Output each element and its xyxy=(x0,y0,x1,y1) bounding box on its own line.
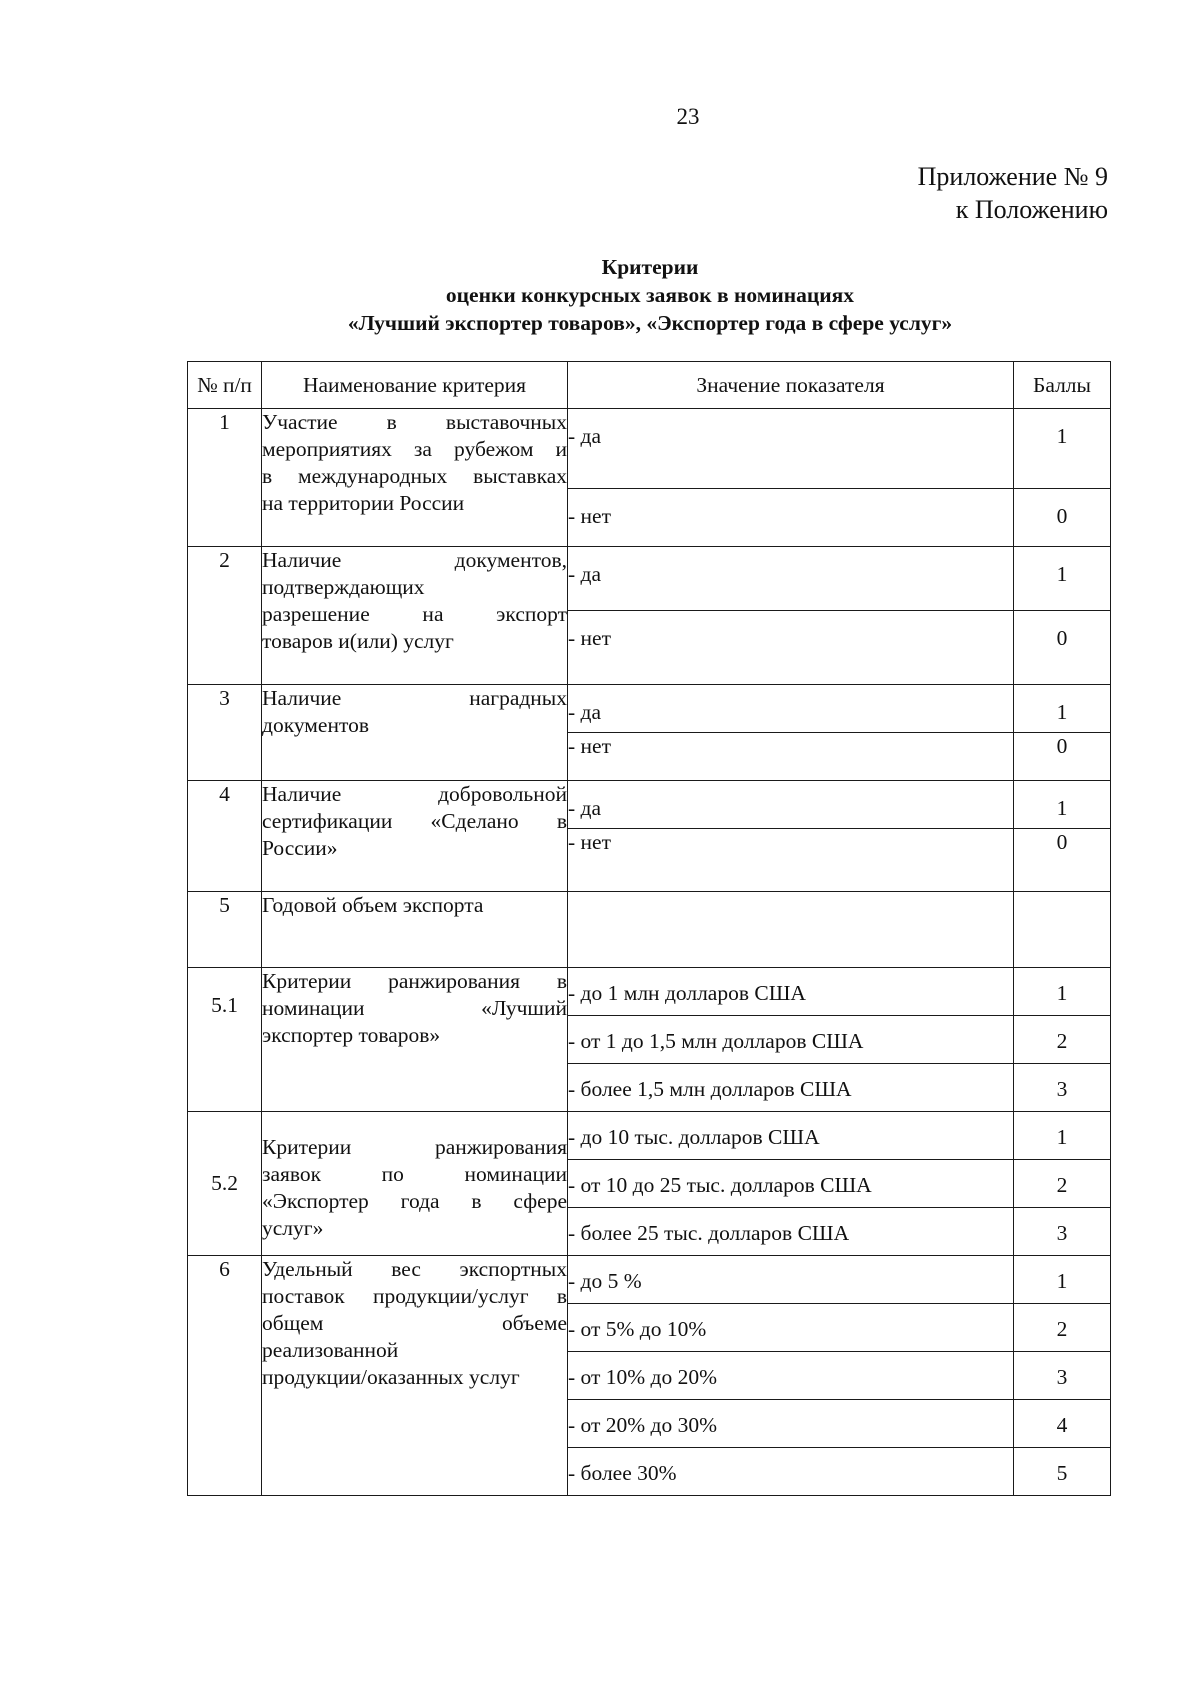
row-number: 5.2 xyxy=(188,1112,262,1256)
points-value: 2 xyxy=(1014,1016,1111,1064)
points-value: 1 xyxy=(1014,1112,1111,1160)
indicator-value: - от 20% до 30% xyxy=(568,1400,1014,1448)
criteria-table xyxy=(187,361,1111,1496)
header-criterion-name: Наименование критерия xyxy=(262,362,568,409)
table-row xyxy=(188,1112,1111,1160)
row-number: 1 xyxy=(188,409,262,547)
header-indicator-value: Значение показателя xyxy=(568,362,1014,409)
indicator-value: - до 5 % xyxy=(568,1256,1014,1304)
criterion-name: Наличие документов, подтверждающих разрешение на экспорт товаров и(или) услуг xyxy=(262,547,568,685)
points-value: 0 xyxy=(1014,489,1111,547)
table-row xyxy=(188,409,1111,489)
indicator-value: - от 5% до 10% xyxy=(568,1304,1014,1352)
points-value: 3 xyxy=(1014,1208,1111,1256)
criterion-name: Наличие наградных документов xyxy=(262,685,568,781)
indicator-value: - нет xyxy=(568,611,1014,685)
indicator-value: - да xyxy=(568,547,1014,611)
table-row xyxy=(188,968,1111,1016)
indicator-value: - более 25 тыс. долларов США xyxy=(568,1208,1014,1256)
page-number: 23 xyxy=(676,104,700,129)
heading-nominations: «Лучший экспортер товаров», «Экспортер года в сфере услуг» xyxy=(347,311,953,335)
points-value: 1 xyxy=(1014,781,1111,829)
appendix-line-1: Приложение № 9 xyxy=(917,162,1108,191)
points-value: 0 xyxy=(1014,733,1111,781)
appendix-reference xyxy=(918,160,1108,226)
row-number: 6 xyxy=(188,1256,262,1496)
heading-subtitle: оценки конкурсных заявок в номинациях xyxy=(445,283,855,307)
indicator-value: - до 1 млн долларов США xyxy=(568,968,1014,1016)
points-value-empty xyxy=(1014,892,1111,968)
criterion-name: Наличие добровольной сертификации «Сделано в России» xyxy=(262,781,568,892)
indicator-value: - от 1 до 1,5 млн долларов США xyxy=(568,1016,1014,1064)
header-points: Баллы xyxy=(1014,362,1111,409)
indicator-value-empty xyxy=(568,892,1014,968)
header-number: № п/п xyxy=(188,362,262,409)
points-value: 1 xyxy=(1014,409,1111,489)
points-value: 2 xyxy=(1014,1304,1111,1352)
table-row xyxy=(188,781,1111,829)
points-value: 0 xyxy=(1014,611,1111,685)
points-value: 1 xyxy=(1014,1256,1111,1304)
heading-title: Критерии xyxy=(601,255,699,279)
criterion-name: Участие в выставочных мероприятиях за рубежом и в международных выставках на территории России xyxy=(262,409,568,547)
points-value: 4 xyxy=(1014,1400,1111,1448)
row-number: 2 xyxy=(188,547,262,685)
table-row xyxy=(188,892,1111,968)
appendix-line-2: к Положению xyxy=(955,195,1108,224)
indicator-value: - нет xyxy=(568,733,1014,781)
indicator-value: - от 10% до 20% xyxy=(568,1352,1014,1400)
criterion-name: Критерии ранжирования заявок по номинации «Экспортер года в сфере услуг» xyxy=(262,1112,568,1256)
row-number: 5.1 xyxy=(188,968,262,1112)
indicator-value: - нет xyxy=(568,829,1014,892)
points-value: 0 xyxy=(1014,829,1111,892)
row-number: 3 xyxy=(188,685,262,781)
indicator-value: - от 10 до 25 тыс. долларов США xyxy=(568,1160,1014,1208)
document-heading xyxy=(188,253,1112,337)
table-header-row xyxy=(188,362,1111,409)
points-value: 3 xyxy=(1014,1352,1111,1400)
indicator-value: - нет xyxy=(568,489,1014,547)
indicator-value: - до 10 тыс. долларов США xyxy=(568,1112,1014,1160)
points-value: 1 xyxy=(1014,685,1111,733)
criterion-name: Годовой объем экспорта xyxy=(262,892,568,968)
points-value: 2 xyxy=(1014,1160,1111,1208)
points-value: 3 xyxy=(1014,1064,1111,1112)
indicator-value: - да xyxy=(568,781,1014,829)
criterion-name: Критерии ранжирования в номинации «Лучший экспортер товаров» xyxy=(262,968,568,1112)
indicator-value: - более 1,5 млн долларов США xyxy=(568,1064,1014,1112)
points-value: 1 xyxy=(1014,968,1111,1016)
indicator-value: - более 30% xyxy=(568,1448,1014,1496)
table-row xyxy=(188,685,1111,733)
row-number: 4 xyxy=(188,781,262,892)
criterion-name: Удельный вес экспортных поставок продукции/услуг в общем объеме реализованной продукции/оказанных услуг xyxy=(262,1256,568,1496)
table-row xyxy=(188,1256,1111,1304)
indicator-value: - да xyxy=(568,409,1014,489)
indicator-value: - да xyxy=(568,685,1014,733)
points-value: 1 xyxy=(1014,547,1111,611)
row-number: 5 xyxy=(188,892,262,968)
table-row xyxy=(188,547,1111,611)
points-value: 5 xyxy=(1014,1448,1111,1496)
